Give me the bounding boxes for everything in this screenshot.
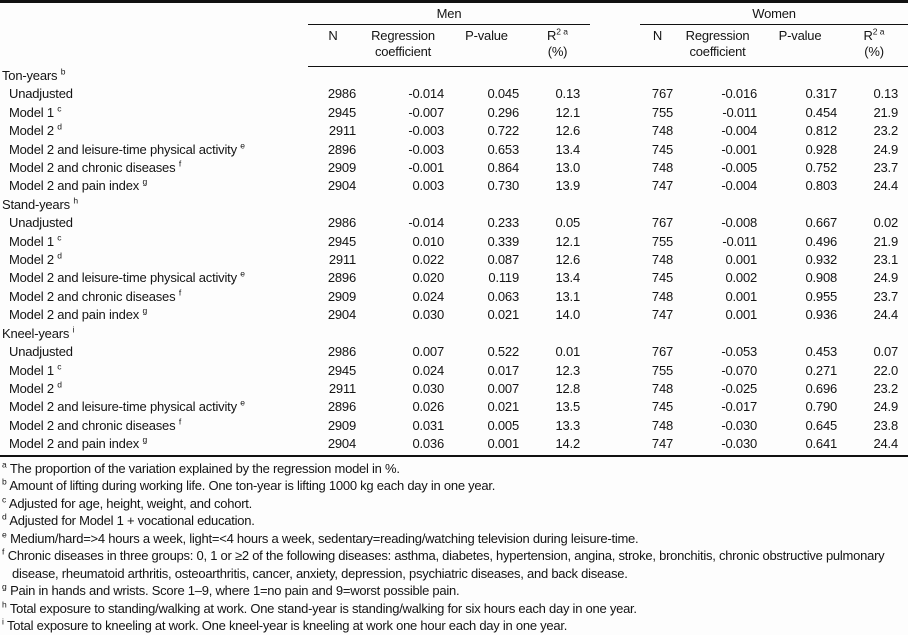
cell-women-n: 745 [651, 141, 674, 157]
cell-men-coef: 0.024 [412, 362, 444, 378]
data-row [0, 85, 908, 103]
cell-women-r2: 23.7 [873, 160, 899, 176]
cell-men-n: 2904 [327, 436, 356, 452]
footnote-marker: f [2, 546, 5, 557]
cell-women-coef: -0.011 [722, 104, 758, 120]
cell-women-n: 755 [651, 233, 674, 249]
row-label: Unadjusted [9, 344, 73, 360]
cell-men-pvalue: 0.119 [488, 270, 519, 286]
column-gap [590, 141, 640, 159]
column-gap [590, 214, 640, 232]
cell-men-coef: 0.030 [412, 380, 444, 396]
cell-women-pvalue: 0.271 [805, 362, 838, 378]
cell-men-pvalue: 0.005 [487, 417, 519, 433]
cell-men-n: 2909 [327, 288, 356, 304]
column-gap [590, 177, 640, 195]
cell-women-n: 747 [651, 307, 674, 323]
cell-men-pvalue: 0.339 [487, 233, 519, 249]
cell-women-pvalue: 0.752 [805, 160, 838, 176]
section-header-row [0, 67, 908, 86]
data-row [0, 306, 908, 324]
cell-men-r2: 12.6 [555, 252, 581, 268]
cell-women-n: 748 [651, 160, 674, 176]
section-header-row [0, 325, 908, 343]
data-row [0, 214, 908, 232]
column-gap [590, 251, 640, 269]
footnote-marker: d [2, 511, 7, 522]
cell-men-r2: 0.05 [555, 215, 581, 231]
cell-men-n: 2911 [328, 252, 356, 268]
cell-men-coef: 0.030 [412, 307, 444, 323]
cell-women-r2: 21.9 [873, 104, 899, 120]
r2-unit: (%) [547, 43, 568, 59]
men-group-label: Men [436, 6, 462, 22]
cell-women-pvalue: 0.812 [805, 123, 838, 139]
cell-women-pvalue: 0.932 [805, 252, 838, 268]
data-row [0, 141, 908, 159]
women-group-label: Women [752, 6, 796, 22]
cell-women-coef: -0.011 [722, 233, 758, 249]
cell-women-coef: -0.004 [721, 178, 758, 194]
cell-women-r2: 24.4 [873, 178, 899, 194]
cell-women-coef: -0.004 [721, 123, 758, 139]
data-row [0, 362, 908, 380]
cell-men-coef: -0.014 [408, 86, 444, 102]
cell-women-pvalue: 0.955 [805, 288, 838, 304]
column-gap [590, 288, 640, 306]
cell-men-r2: 14.2 [555, 436, 581, 452]
footnote-h: $^h$ Total exposure to standing/walking at work. One stand-year is standing/walking for six hours each day in one year. [2, 599, 637, 616]
r2-superscript: 2 a [872, 26, 885, 37]
footnote-marker: c [57, 232, 62, 243]
cell-women-n: 748 [651, 380, 674, 396]
cell-men-pvalue: 0.233 [487, 215, 519, 231]
footnote-marker: d [57, 122, 62, 132]
cell-women-r2: 23.2 [873, 123, 899, 139]
table-header [0, 3, 908, 67]
cell-men-coef: -0.001 [408, 160, 444, 176]
cell-men-coef: 0.020 [412, 270, 444, 286]
group-gap [590, 3, 640, 25]
cell-women-pvalue: 0.645 [805, 417, 838, 433]
men-n-header: N [308, 25, 358, 67]
column-gap [590, 306, 640, 324]
footnote-d: $^d$ Adjusted for Model 1 + vocational education. [2, 511, 255, 529]
column-gap [590, 435, 640, 453]
cell-women-pvalue: 0.454 [805, 104, 838, 120]
footnote-marker: g [142, 306, 148, 316]
cell-men-pvalue: 0.021 [487, 307, 519, 323]
cell-men-r2: 13.5 [555, 399, 581, 415]
cell-women-coef: -0.030 [721, 417, 758, 433]
cell-women-coef: -0.070 [721, 362, 758, 378]
cell-women-pvalue: 0.667 [805, 215, 838, 231]
cell-women-coef: -0.025 [721, 380, 758, 396]
cell-women-coef: -0.030 [721, 436, 758, 452]
cell-men-pvalue: 0.021 [487, 399, 519, 415]
data-row [0, 343, 908, 361]
data-row [0, 122, 908, 140]
cell-men-r2: 12.8 [555, 380, 581, 396]
footnote-c: $^c$ Adjusted for age, height, weight, and cohort. [2, 494, 253, 511]
footnote-f: $^f$ Chronic diseases in three groups: 0, 1 or ≥2 of the following diseases: asthma, diabetes, hypertension, angina, stroke, bronchitis, chronic obstructive pulmonary disease, rheumatoid arthritis, osteoarthritis, cancer, anxiety, depression, psychiatric diseases, and back disease. [2, 546, 885, 581]
cell-women-pvalue: 0.790 [805, 399, 838, 415]
row-label: Model 2 $^d$ [9, 251, 62, 268]
cell-men-r2: 13.0 [555, 160, 581, 176]
row-label: Model 2 $^d$ [9, 122, 62, 139]
footnote-marker: e [240, 398, 246, 408]
table-body [0, 67, 908, 454]
footnote-marker: i [72, 324, 75, 335]
cell-men-r2: 12.1 [555, 233, 581, 249]
cell-women-r2: 24.9 [873, 270, 899, 286]
data-row [0, 380, 908, 398]
cell-men-coef: 0.007 [412, 344, 444, 360]
cell-men-coef: 0.026 [412, 399, 444, 415]
cell-women-r2: 0.02 [873, 215, 899, 231]
men-r2-header [525, 25, 590, 67]
regression-results-table [0, 3, 908, 454]
cell-men-pvalue: 0.730 [487, 178, 519, 194]
row-label: Model 2 and pain index $^g$ [9, 306, 148, 323]
column-gap [590, 398, 640, 416]
cell-women-pvalue: 0.317 [805, 86, 838, 102]
cell-women-r2: 23.7 [873, 288, 899, 304]
footnote-marker: d [57, 251, 62, 261]
footnote-marker: b [60, 66, 66, 77]
cell-men-pvalue: 0.653 [487, 141, 519, 157]
data-row [0, 177, 908, 195]
cell-men-coef: 0.024 [412, 288, 444, 304]
cell-men-r2: 12.1 [555, 104, 581, 120]
cell-women-r2: 24.4 [873, 307, 899, 323]
row-label: Model 1 $^c$ [9, 232, 62, 249]
women-group-header [640, 3, 908, 25]
cell-women-r2: 24.9 [873, 399, 899, 415]
cell-women-r2: 0.07 [873, 344, 899, 360]
footnote-marker: e [2, 529, 7, 540]
row-label: Model 2 and leisure-time physical activity $^e$ [9, 269, 246, 286]
footnote-marker: c [2, 494, 7, 505]
men-group-header [308, 3, 590, 25]
footnote-marker: f [178, 287, 182, 298]
cell-men-coef: -0.003 [408, 141, 444, 157]
men-pvalue-header: P-value [448, 25, 525, 67]
section-label: Ton-years $^b$ [2, 66, 66, 83]
cell-women-r2: 23.2 [873, 380, 899, 396]
footnote-marker: f [178, 416, 182, 427]
footnote-marker: d [57, 379, 62, 390]
row-label: Model 2 and pain index $^g$ [9, 435, 148, 452]
footnote-marker: g [2, 581, 7, 592]
cell-men-r2: 13.9 [555, 178, 581, 194]
cell-women-n: 755 [651, 362, 674, 378]
cell-men-coef: -0.003 [408, 123, 444, 139]
cell-women-pvalue: 0.928 [805, 141, 838, 157]
column-gap [590, 85, 640, 103]
column-gap [590, 380, 640, 398]
cell-women-r2: 23.1 [873, 252, 899, 268]
header-gap [590, 25, 640, 67]
column-gap [590, 159, 640, 177]
row-label: Model 2 $^d$ [9, 379, 62, 396]
cell-men-r2: 13.3 [555, 417, 581, 433]
cell-women-coef: 0.001 [725, 307, 758, 323]
women-r2-header [840, 25, 908, 67]
row-label: Model 2 and leisure-time physical activity $^e$ [9, 140, 246, 157]
r2-unit: (%) [864, 43, 884, 59]
cell-men-pvalue: 0.063 [487, 288, 519, 304]
footnote-b: $^b$ Amount of lifting during working life. One ton-year is lifting 1000 kg each day in one year. [2, 476, 496, 494]
cell-men-r2: 12.3 [555, 362, 581, 378]
footnote-marker: c [57, 361, 62, 372]
cell-men-pvalue: 0.017 [487, 362, 519, 378]
cell-women-pvalue: 0.696 [805, 380, 838, 396]
label-column-spacer [0, 3, 308, 25]
footnote-marker: h [2, 599, 7, 610]
cell-women-coef: -0.001 [721, 141, 758, 157]
cell-women-pvalue: 0.496 [805, 233, 838, 249]
r2-superscript: 2 a [556, 26, 569, 37]
column-gap [590, 343, 640, 361]
footnote-marker: e [240, 269, 246, 280]
cell-women-n: 748 [651, 288, 674, 304]
cell-women-n: 747 [651, 436, 674, 452]
row-label: Model 2 and chronic diseases $^f$ [9, 287, 182, 304]
cell-women-n: 767 [651, 344, 674, 360]
footnote-marker: h [73, 195, 79, 206]
cell-women-n: 748 [651, 123, 674, 139]
cell-women-pvalue: 0.803 [805, 178, 838, 194]
cell-men-r2: 13.4 [555, 270, 581, 286]
cell-men-n: 2904 [327, 178, 356, 194]
cell-men-pvalue: 0.296 [487, 104, 519, 120]
women-n-header: N [640, 25, 675, 67]
data-row [0, 398, 908, 416]
section-label: Kneel-years $^i$ [2, 324, 75, 341]
cell-men-coef: -0.014 [408, 215, 444, 231]
cell-men-n: 2986 [327, 344, 356, 360]
data-row [0, 417, 908, 435]
footnote-marker: i [2, 616, 4, 627]
column-gap [590, 233, 640, 251]
cell-women-coef: 0.001 [725, 252, 758, 268]
cell-men-pvalue: 0.522 [487, 344, 519, 360]
data-row [0, 233, 908, 251]
label-column-header [0, 25, 308, 67]
cell-men-coef: 0.036 [412, 436, 444, 452]
footnote-g: $^g$ Pain in hands and wrists. Score 1–9, where 1=no pain and 9=worst possible pain. [2, 581, 460, 599]
cell-women-coef: 0.002 [725, 270, 758, 286]
cell-women-coef: -0.017 [721, 399, 758, 415]
section-label: Stand-years $^h$ [2, 195, 79, 212]
row-label: Unadjusted [9, 86, 73, 102]
section-header-row [0, 196, 908, 214]
column-gap [590, 269, 640, 287]
cell-women-r2: 24.9 [873, 141, 899, 157]
cell-men-r2: 0.13 [555, 86, 581, 102]
cell-men-coef: 0.031 [412, 417, 444, 433]
cell-men-n: 2986 [327, 215, 356, 231]
r2-label: R [546, 28, 557, 43]
footnote-marker: g [142, 177, 148, 188]
footnote-a: $^a$ The proportion of the variation explained by the regression model in %. [2, 459, 400, 476]
cell-men-r2: 14.0 [555, 307, 581, 323]
cell-women-n: 745 [651, 270, 674, 286]
column-gap [590, 104, 640, 122]
cell-men-coef: 0.010 [412, 233, 444, 249]
cell-men-n: 2909 [327, 160, 356, 176]
cell-men-pvalue: 0.045 [487, 86, 519, 102]
cell-men-r2: 13.1 [555, 288, 581, 304]
cell-men-n: 2896 [327, 270, 356, 286]
cell-women-r2: 24.4 [873, 436, 899, 452]
group-header-row [0, 3, 908, 25]
cell-women-r2: 0.13 [873, 86, 899, 102]
footnote-marker: b [2, 476, 7, 487]
footnote-marker: a [2, 459, 7, 470]
cell-women-pvalue: 0.641 [805, 436, 838, 452]
data-row [0, 251, 908, 269]
data-row [0, 159, 908, 177]
row-label: Unadjusted [9, 215, 73, 231]
women-coef-header: Regression coefficient [675, 25, 760, 67]
cell-men-pvalue: 0.087 [487, 252, 519, 268]
cell-men-n: 2911 [328, 123, 356, 139]
column-gap [590, 122, 640, 140]
cell-men-n: 2986 [327, 86, 356, 102]
cell-women-n: 748 [651, 417, 674, 433]
cell-women-pvalue: 0.453 [805, 344, 838, 360]
footnotes [0, 455, 908, 635]
cell-men-n: 2945 [327, 104, 356, 120]
column-gap [590, 362, 640, 380]
cell-women-pvalue: 0.936 [805, 307, 838, 323]
data-row [0, 435, 908, 453]
cell-men-pvalue: 0.722 [487, 123, 519, 139]
row-label: Model 1 $^c$ [9, 361, 62, 378]
cell-men-r2: 13.4 [555, 141, 581, 157]
cell-men-n: 2911 [328, 380, 356, 396]
column-gap [590, 417, 640, 435]
cell-men-pvalue: 0.001 [487, 436, 519, 452]
cell-women-n: 767 [651, 215, 674, 231]
cell-women-pvalue: 0.908 [805, 270, 838, 286]
cell-women-coef: -0.016 [721, 86, 758, 102]
footnote-marker: e [240, 140, 246, 151]
cell-men-r2: 0.01 [555, 344, 581, 360]
cell-women-r2: 22.0 [873, 362, 899, 378]
cell-men-n: 2909 [327, 417, 356, 433]
cell-men-pvalue: 0.007 [487, 380, 519, 396]
cell-men-pvalue: 0.864 [487, 160, 519, 176]
cell-men-coef: 0.022 [412, 252, 444, 268]
cell-men-n: 2896 [327, 399, 356, 415]
row-label: Model 2 and pain index $^g$ [9, 177, 148, 194]
row-label: Model 2 and leisure-time physical activity $^e$ [9, 398, 246, 415]
cell-men-n: 2904 [327, 307, 356, 323]
cell-men-n: 2896 [327, 141, 356, 157]
row-label: Model 1 $^c$ [9, 103, 62, 120]
cell-men-n: 2945 [327, 233, 356, 249]
women-pvalue-header: P-value [760, 25, 840, 67]
cell-men-coef: -0.007 [408, 104, 444, 120]
footnote-marker: g [142, 435, 148, 445]
cell-women-coef: -0.053 [721, 344, 758, 360]
column-header-row [0, 25, 908, 67]
r2-label: R [863, 28, 873, 43]
data-row [0, 288, 908, 306]
row-label: Model 2 and chronic diseases $^f$ [9, 416, 182, 433]
data-row [0, 269, 908, 287]
footnote-marker: c [57, 103, 62, 114]
data-row [0, 104, 908, 122]
footnote-i: $^i$ Total exposure to kneeling at work. One kneel-year is kneeling at work one hour each day in one year. [2, 616, 568, 634]
cell-men-n: 2945 [327, 362, 356, 378]
men-coef-header: Regression coefficient [358, 25, 448, 67]
footnote-marker: f [178, 159, 182, 169]
cell-men-r2: 12.6 [555, 123, 581, 139]
cell-men-coef: 0.003 [412, 178, 444, 194]
footnote-e: $^e$ Medium/hard=>4 hours a week, light=<4 hours a week, sedentary=reading/watching television during leisure-time. [2, 529, 639, 546]
cell-women-n: 767 [651, 86, 674, 102]
row-label: Model 2 and chronic diseases $^f$ [9, 159, 182, 176]
cell-women-r2: 23.8 [873, 417, 899, 433]
cell-women-n: 755 [651, 104, 674, 120]
cell-women-coef: -0.008 [721, 215, 758, 231]
cell-women-coef: -0.005 [721, 160, 758, 176]
cell-women-n: 745 [651, 399, 674, 415]
cell-women-r2: 21.9 [873, 233, 899, 249]
cell-women-n: 748 [651, 252, 674, 268]
cell-women-n: 747 [651, 178, 674, 194]
cell-women-coef: 0.001 [725, 288, 758, 304]
